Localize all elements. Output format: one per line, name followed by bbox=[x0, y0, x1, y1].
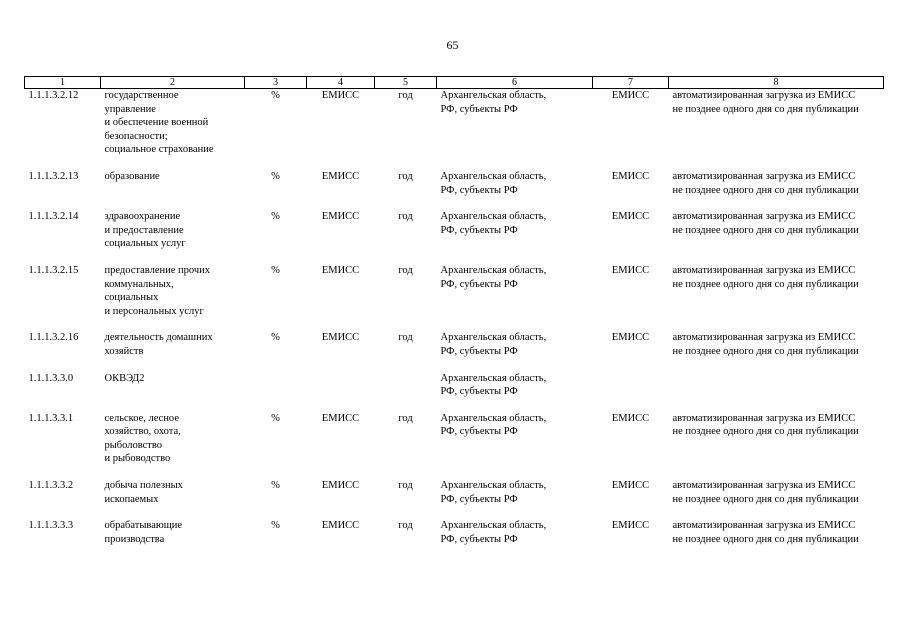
load-method: автоматизированная загрузка из ЕМИСС не позднее одного дня со дня публикации bbox=[672, 211, 859, 236]
header-col-4: 4 bbox=[307, 77, 375, 89]
indicator-name: сельское, лесное хозяйство, охота, рыболовство и рыбоводство bbox=[104, 412, 181, 465]
load-method: автоматизированная загрузка из ЕМИСС не позднее одного дня со дня публикации bbox=[672, 170, 859, 196]
header-col-6: 6 bbox=[437, 77, 593, 89]
territory: Архангельская область, РФ, субъекты РФ bbox=[440, 211, 547, 236]
unit: % bbox=[271, 170, 280, 182]
indicator-name: здравоохранение и предоставление социальных услуг bbox=[104, 211, 186, 250]
system: ЕМИСС bbox=[611, 170, 650, 182]
indicator-name: ОКВЭД2 bbox=[104, 372, 145, 384]
unit: % bbox=[271, 480, 280, 492]
indicator-name: образование bbox=[104, 170, 160, 182]
source: ЕМИСС bbox=[321, 170, 360, 182]
header-col-3: 3 bbox=[245, 77, 307, 89]
load-method: автоматизированная загрузка из ЕМИСС не позднее одного дня со дня публикации bbox=[672, 90, 859, 115]
table-row bbox=[25, 479, 884, 519]
system bbox=[593, 372, 669, 412]
source bbox=[307, 372, 375, 412]
table-row bbox=[25, 372, 884, 412]
period bbox=[375, 372, 437, 412]
table-row bbox=[25, 331, 884, 371]
indicator-code: 1.1.1.3.2.12 bbox=[28, 90, 79, 101]
load-method: автоматизированная загрузка из ЕМИСС не позднее одного дня со дня публикации bbox=[672, 480, 859, 505]
indicator-name: добыча полезных ископаемых bbox=[104, 480, 183, 505]
header-row bbox=[25, 77, 884, 89]
unit: % bbox=[271, 332, 280, 344]
load-method: автоматизированная загрузка из ЕМИСС не позднее одного дня со дня публикации bbox=[672, 264, 859, 290]
territory: Архангельская область, РФ, субъекты РФ bbox=[440, 264, 547, 290]
period: год bbox=[398, 211, 413, 223]
indicator-code: 1.1.1.3.3.0 bbox=[28, 372, 74, 384]
source: ЕМИСС bbox=[321, 520, 360, 532]
system: ЕМИСС bbox=[611, 480, 650, 492]
source: ЕМИСС bbox=[321, 264, 360, 276]
header-col-7: 7 bbox=[593, 77, 669, 89]
unit: % bbox=[271, 412, 280, 424]
unit: % bbox=[271, 520, 280, 532]
system: ЕМИСС bbox=[611, 412, 650, 424]
header-col-5: 5 bbox=[375, 77, 437, 89]
table-row bbox=[25, 264, 884, 331]
table-row bbox=[25, 412, 884, 479]
table-row bbox=[25, 89, 884, 170]
table-row bbox=[25, 170, 884, 210]
system: ЕМИСС bbox=[611, 264, 650, 276]
period: год bbox=[398, 412, 413, 424]
indicator-code: 1.1.1.3.2.13 bbox=[28, 170, 79, 182]
period: год bbox=[398, 332, 413, 344]
indicator-name: предоставление прочих коммунальных, социальных и персональных услуг bbox=[104, 264, 211, 317]
table-row bbox=[25, 210, 884, 264]
territory: Архангельская область, РФ, субъекты РФ bbox=[440, 332, 547, 357]
unit: % bbox=[271, 264, 280, 276]
indicator-table bbox=[24, 76, 884, 559]
table-row bbox=[25, 519, 884, 559]
territory: Архангельская область, РФ, субъекты РФ bbox=[440, 480, 547, 505]
unit bbox=[245, 372, 307, 412]
load-method: автоматизированная загрузка из ЕМИСС не позднее одного дня со дня публикации bbox=[672, 332, 859, 357]
load-method: автоматизированная загрузка из ЕМИСС не позднее одного дня со дня публикации bbox=[672, 520, 859, 545]
indicator-code: 1.1.1.3.3.1 bbox=[28, 412, 74, 424]
period: год bbox=[398, 170, 413, 182]
territory: Архангельская область, РФ, субъекты РФ bbox=[440, 372, 547, 398]
page-number: 65 bbox=[446, 38, 459, 52]
system: ЕМИСС bbox=[611, 211, 650, 223]
territory: Архангельская область, РФ, субъекты РФ bbox=[440, 412, 547, 438]
indicator-name: государственное управление и обеспечение военной безопасности; социальное страхование bbox=[104, 90, 214, 156]
source: ЕМИСС bbox=[321, 332, 360, 344]
header-col-2: 2 bbox=[101, 77, 245, 89]
territory: Архангельская область, РФ, субъекты РФ bbox=[440, 170, 547, 196]
territory: Архангельская область, РФ, субъекты РФ bbox=[440, 520, 547, 545]
system: ЕМИСС bbox=[611, 520, 650, 532]
territory: Архангельская область, РФ, субъекты РФ bbox=[440, 90, 547, 115]
load-method: автоматизированная загрузка из ЕМИСС не позднее одного дня со дня публикации bbox=[672, 412, 859, 438]
period: год bbox=[398, 90, 413, 101]
unit: % bbox=[271, 211, 280, 223]
header-col-8: 8 bbox=[669, 77, 884, 89]
indicator-code: 1.1.1.3.3.2 bbox=[28, 480, 74, 492]
period: год bbox=[398, 264, 413, 276]
load-method bbox=[669, 372, 884, 412]
source: ЕМИСС bbox=[321, 211, 360, 223]
indicator-code: 1.1.1.3.2.14 bbox=[28, 211, 79, 223]
source: ЕМИСС bbox=[321, 90, 360, 101]
unit: % bbox=[271, 90, 280, 101]
system: ЕМИСС bbox=[611, 332, 650, 344]
system: ЕМИСС bbox=[611, 90, 650, 101]
indicator-code: 1.1.1.3.3.3 bbox=[28, 520, 74, 532]
indicator-name: обрабатывающие производства bbox=[104, 520, 183, 545]
indicator-code: 1.1.1.3.2.15 bbox=[28, 264, 79, 276]
header-col-1: 1 bbox=[25, 77, 101, 89]
source: ЕМИСС bbox=[321, 480, 360, 492]
indicator-name: деятельность домашних хозяйств bbox=[104, 332, 213, 357]
source: ЕМИСС bbox=[321, 412, 360, 424]
period: год bbox=[398, 520, 413, 532]
period: год bbox=[398, 480, 413, 492]
indicator-code: 1.1.1.3.2.16 bbox=[28, 332, 79, 344]
